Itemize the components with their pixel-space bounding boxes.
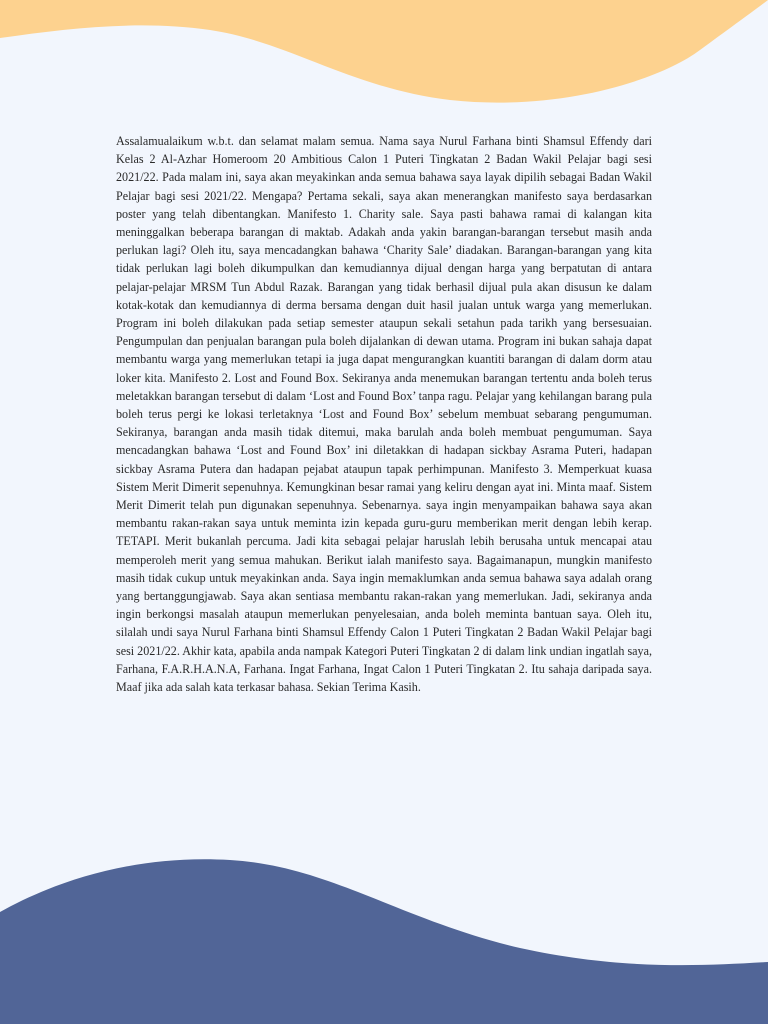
bottom-wave-decoration (0, 854, 768, 1024)
manifesto-text: Assalamualaikum w.b.t. dan selamat malam semua. Nama saya Nurul Farhana binti Shamsul Effendy dari Kelas 2 Al-Azhar Homeroom 20 Ambitious Calon 1 Puteri Tingkatan 2 Badan Wakil Pelajar bagi sesi 2021/22. Pada malam ini, saya akan meyakinkan anda semua bahawa saya layak dipilih sebagai Badan Wakil Pelajar bagi sesi 2021/22. Mengapa? Pertama sekali, saya akan menerangkan manifesto saya berdasarkan poster yang telah dibentangkan. Manifesto 1. Charity sale. Saya pasti bahawa ramai di kalangan kita meninggalkan beberapa barangan di maktab. Adakah anda yakin barangan-barangan tersebut masih anda perlukan lagi? Oleh itu, saya mencadangkan bahawa ‘Charity Sale’ diadakan. Barangan-barangan yang kita tidak perlukan lagi boleh dikumpulkan dan kemudiannya dijual dengan harga yang berpatutan di antara pelajar-pelajar MRSM Tun Abdul Razak. Barangan yang tidak berhasil dijual pula akan disusun ke dalam kotak-kotak dan kemudiannya di derma bersama dengan duit hasil jualan untuk warga yang memerlukan. Program ini boleh dilakukan pada setiap semester ataupun sekali setahun pada tarikh yang bersesuaian. Pengumpulan dan penjualan barangan pula boleh dijalankan di dewan utama. Program ini bukan sahaja dapat membantu warga yang memerlukan tetapi ia juga dapat mengurangkan kuantiti barangan di dalam dorm atau loker kita. Manifesto 2. Lost and Found Box. Sekiranya anda menemukan barangan tertentu anda boleh terus meletakkan barangan tersebut di dalam ‘Lost and Found Box’ tanpa ragu. Pelajar yang kehilangan barang pula boleh terus pergi ke lokasi terletaknya ‘Lost and Found Box’ sebelum membuat sebarang pengumuman. Sekiranya, barangan anda masih tidak ditemui, maka barulah anda boleh membuat pengumuman. Saya mencadangkan bahawa ‘Lost and Found Box’ ini diletakkan di hadapan sickbay Asrama Puteri, hadapan sickbay Asrama Putera dan hadapan pejabat ataupun tapak perhimpunan. Manifesto 3. Memperkuat kuasa Sistem Merit Dimerit sepenuhnya. Kemungkinan besar ramai yang keliru dengan ayat ini. Minta maaf. Sistem Merit Dimerit telah pun digunakan sepenuhnya. Sebenarnya. saya ingin menyampaikan bahawa saya akan membantu rakan-rakan saya untuk meminta izin kepada guru-guru memberikan merit dengan lebih kerap. TETAPI. Merit bukanlah percuma. Jadi kita sebagai pelajar haruslah lebih berusaha untuk mencapai atau memperoleh merit yang semua mahukan. Berikut ialah manifesto saya. Bagaimanapun, mungkin manifesto masih tidak cukup untuk meyakinkan anda. Saya ingin memaklumkan anda semua bahawa saya adalah orang yang bertanggungjawab. Saya akan sentiasa membantu rakan-rakan yang memerlukan. Jadi, sekiranya anda ingin berkongsi masalah ataupun memerlukan penyelesaian, anda boleh meminta bantuan saya. Oleh itu, silalah undi saya Nurul Farhana binti Shamsul Effendy Calon 1 Puteri Tingkatan 2 Badan Wakil Pelajar bagi sesi 2021/22. Akhir kata, apabila anda nampak Kategori Puteri Tingkatan 2 di dalam link undian ingatlah saya, Farhana, F.A.R.H.A.N.A, Farhana. Ingat Farhana, Ingat Calon 1 Puteri Tingkatan 2. Itu sahaja daripada saya. Maaf jika ada salah kata terkasar bahasa. Sekian Terima Kasih. (116, 134, 652, 695)
top-wave-shape (0, 0, 768, 103)
bottom-wave-shape (0, 859, 768, 1024)
top-wave-decoration (0, 0, 768, 110)
